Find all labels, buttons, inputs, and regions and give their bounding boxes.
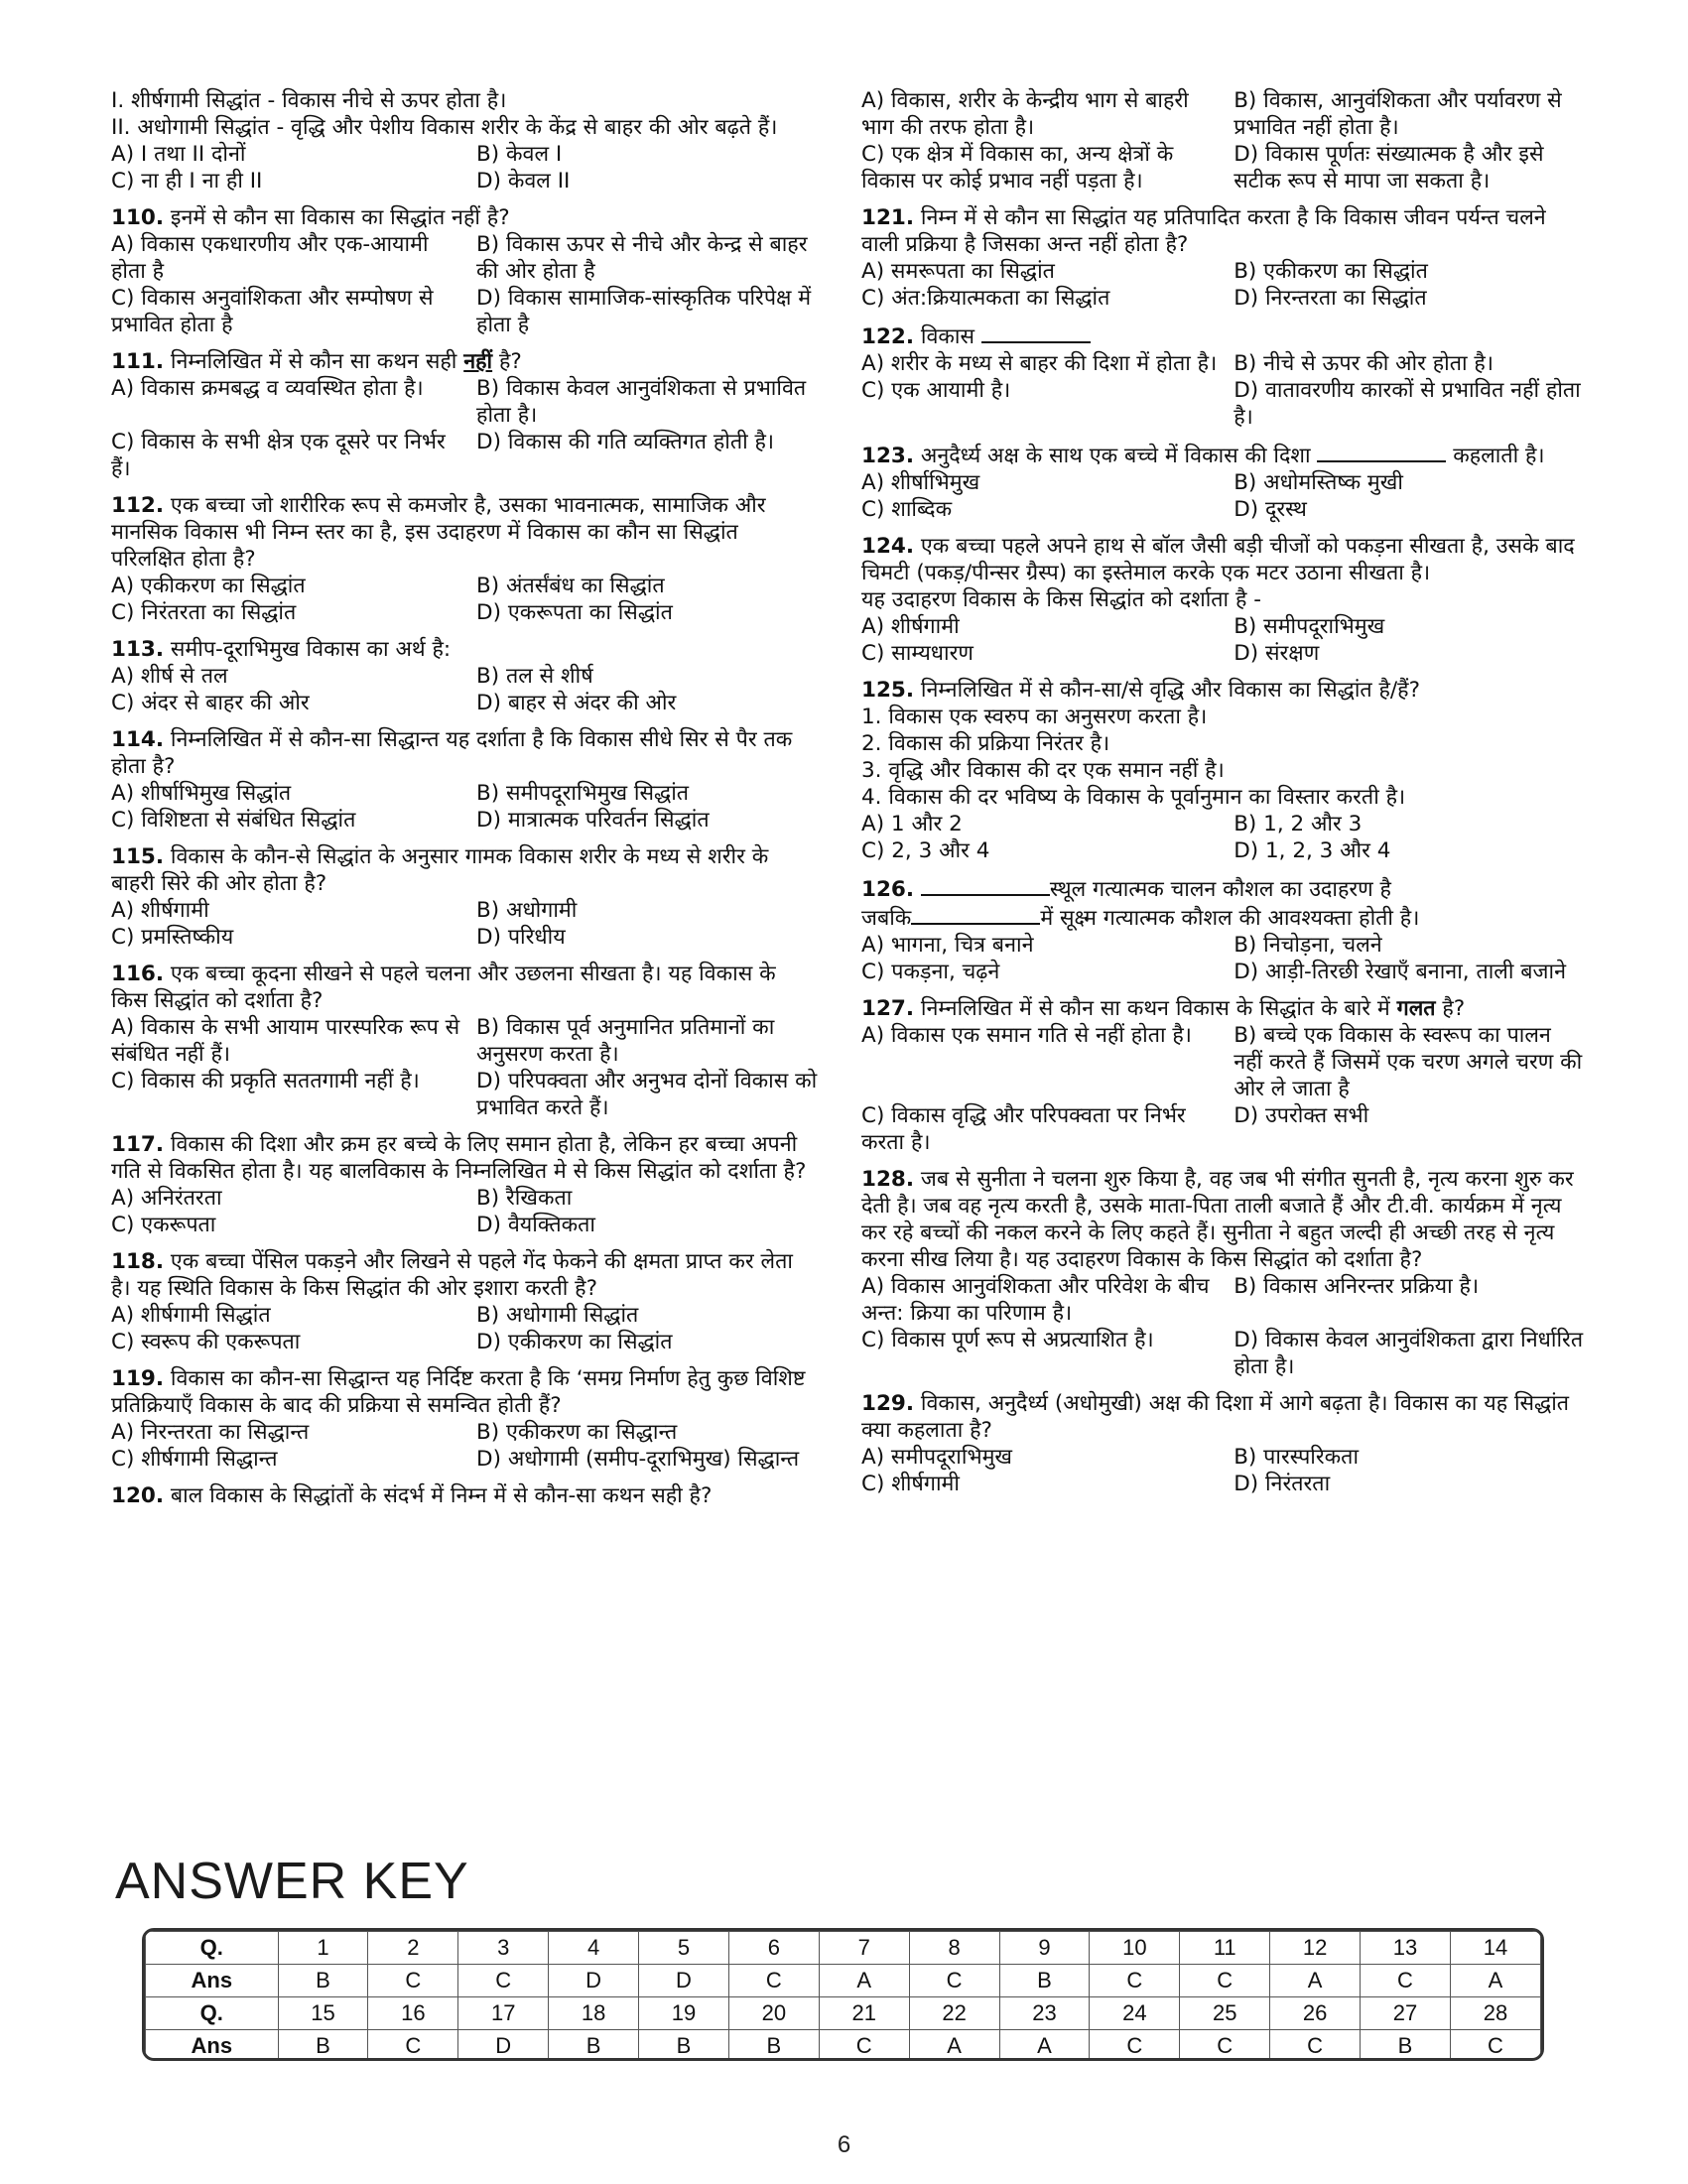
table-cell: 26 bbox=[1270, 1997, 1361, 2030]
option-c: C) ना ही I ना ही II bbox=[111, 169, 263, 193]
table-cell: 8 bbox=[909, 1932, 999, 1965]
option-c: C) अंत:क्रियात्मकता का सिद्धांत bbox=[861, 286, 1110, 311]
option-c: C) विकास पूर्ण रूप से अप्रत्याशित है। bbox=[861, 1328, 1154, 1352]
option-d: D) परिधीय bbox=[476, 925, 566, 950]
question-text: इनमें से कौन सा विकास का सिद्धांत नहीं है? bbox=[170, 205, 510, 230]
answer-key-grid bbox=[145, 1931, 1541, 2061]
table-cell: 1 bbox=[278, 1932, 368, 1965]
question-stem bbox=[111, 1131, 812, 1185]
option-c: C) विकास वृद्धि और परिपक्वता पर निर्भर करता है। bbox=[861, 1103, 1186, 1155]
option-a: A) विकास आनुवंशिकता और परिवेश के बीच अन्त: क्रिया का परिणाम है। bbox=[861, 1274, 1210, 1326]
table-cell: C bbox=[1450, 2030, 1540, 2062]
options bbox=[861, 811, 1576, 864]
question-number: 126. bbox=[861, 877, 915, 902]
question-stem bbox=[861, 321, 1576, 350]
option-b: B) अंतर्संबंध का सिद्धांत bbox=[476, 574, 665, 598]
table-cell: 25 bbox=[1180, 1997, 1270, 2030]
option-b: B) पारस्परिकता bbox=[1234, 1445, 1360, 1470]
option-a: A) समरूपता का सिद्धांत bbox=[861, 259, 1055, 284]
option-d: D) वातावरणीय कारकों से प्रभावित नहीं होता है। bbox=[1234, 378, 1581, 430]
row-label: Q. bbox=[146, 1932, 279, 1965]
question-stem bbox=[111, 843, 812, 897]
option-c: C) एक क्षेत्र में विकास का, अन्य क्षेत्रों के विकास पर कोई प्रभाव नहीं पड़ता है। bbox=[861, 142, 1174, 193]
option-d: D) निरंतरता bbox=[1234, 1472, 1331, 1496]
question-stem bbox=[111, 492, 812, 573]
question-stem bbox=[861, 874, 1576, 903]
fill-blank bbox=[1317, 441, 1446, 462]
table-cell: A bbox=[1450, 1965, 1540, 1997]
option-c: C) 2, 3 और 4 bbox=[861, 838, 990, 863]
options bbox=[111, 1185, 812, 1238]
table-cell: 24 bbox=[1090, 1997, 1180, 2030]
table-cell: 16 bbox=[368, 1997, 458, 2030]
table-cell: A bbox=[999, 2030, 1090, 2062]
option-d: D) परिपक्वता और अनुभव दोनों विकास को प्रभावित करते हैं। bbox=[476, 1069, 818, 1120]
table-cell: 14 bbox=[1450, 1932, 1540, 1965]
question-111 bbox=[111, 348, 812, 482]
option-d: D) विकास पूर्णतः संख्यात्मक है और इसे सटीक रूप से मापा जा सकता है। bbox=[1234, 142, 1544, 193]
table-cell: A bbox=[1270, 1965, 1361, 1997]
options bbox=[111, 375, 812, 482]
option-c: C) एक आयामी है। bbox=[861, 378, 1011, 403]
option-a: A) विकास एक समान गति से नहीं होता है। bbox=[861, 1023, 1192, 1048]
option-c: C) विकास की प्रकृति सततगामी नहीं है। bbox=[111, 1069, 420, 1093]
option-b: B) एकीकरण का सिद्धांत bbox=[1234, 259, 1428, 284]
table-cell: C bbox=[368, 2030, 458, 2062]
question-text: एक बच्चा पेंसिल पकड़ने और लिखने से पहले गेंद फेकने की क्षमता प्राप्त कर लेता है। यह स्थिति विकास के किस सिद्धांत की ओर इशारा करती है? bbox=[111, 1249, 793, 1301]
table-cell: 6 bbox=[728, 1932, 819, 1965]
options bbox=[111, 1419, 812, 1473]
option-c: C) प्रमस्तिष्कीय bbox=[111, 925, 234, 950]
answer-key-table bbox=[142, 1928, 1544, 2061]
question-number: 113. bbox=[111, 637, 165, 662]
option-a: A) शीर्षाभिमुख सिद्धांत bbox=[111, 781, 292, 806]
answer-row bbox=[146, 1965, 1541, 1997]
table-cell: A bbox=[909, 2030, 999, 2062]
option-d: D) निरन्तरता का सिद्धांत bbox=[1234, 286, 1427, 311]
option-a: A) शीर्षगामी bbox=[111, 898, 209, 923]
options bbox=[111, 1302, 812, 1355]
emphasis-word: गलत bbox=[1396, 996, 1436, 1021]
question-number: 116. bbox=[111, 962, 165, 986]
option-c: C) स्वरूप की एकरूपता bbox=[111, 1330, 301, 1354]
option-d: D) विकास केवल आनुवंशिकता द्वारा निर्धारित होता है। bbox=[1234, 1328, 1584, 1379]
question-number: 127. bbox=[861, 996, 915, 1021]
option-b: B) रैखिकता bbox=[476, 1186, 573, 1211]
options bbox=[111, 780, 812, 834]
question-112 bbox=[111, 492, 812, 626]
statement: II. अधोगामी सिद्धांत - वृद्धि और पेशीय विकास शरीर के केंद्र से बाहर की ओर बढ़ते हैं। bbox=[111, 115, 778, 140]
options bbox=[111, 141, 812, 194]
question-text: स्थूल गत्यात्मक चालन कौशल का उदाहरण है bbox=[1049, 877, 1391, 902]
option-a: A) समीपदूराभिमुख bbox=[861, 1445, 1013, 1470]
question-text: विकास की दिशा और क्रम हर बच्चे के लिए समान होता है, लेकिन हर बच्चा अपनी गति से विकसित होता है। यह बालविकास के निम्नलिखित मे से किस सिद्धांत को दर्शाता है? bbox=[111, 1132, 807, 1184]
table-cell: 23 bbox=[999, 1997, 1090, 2030]
question-prompt: यह उदाहरण विकास के किस सिद्धांत को दर्शाता है - bbox=[861, 587, 1261, 612]
option-d: D) बाहर से अंदर की ओर bbox=[476, 691, 677, 715]
question-127 bbox=[861, 995, 1583, 1156]
option-d: D) आड़ी-तिरछी रेखाएँ बनाना, ताली बजाने bbox=[1234, 960, 1567, 984]
option-c: C) विशिष्टता से संबंधित सिद्धांत bbox=[111, 808, 356, 833]
question-number: 110. bbox=[111, 205, 165, 230]
question-text: समीप-दूराभिमुख विकास का अर्थ है: bbox=[170, 637, 452, 662]
question-stem bbox=[861, 995, 1576, 1022]
question-text-end: है? bbox=[1435, 996, 1466, 1021]
table-cell: 22 bbox=[909, 1997, 999, 2030]
right-column bbox=[861, 87, 1584, 1507]
option-a: A) I तथा II दोनों bbox=[111, 142, 246, 167]
option-c: C) शीर्षगामी bbox=[861, 1472, 960, 1496]
option-b: B) अधोगामी bbox=[476, 898, 578, 923]
question-number: 112. bbox=[111, 493, 165, 518]
option-b: B) विकास पूर्व अनुमानित प्रतिमानों का अनुसरण करता है। bbox=[476, 1015, 775, 1067]
options bbox=[861, 613, 1576, 667]
question-129 bbox=[861, 1390, 1576, 1497]
option-b: B) विकास अनिरन्तर प्रक्रिया है। bbox=[1234, 1274, 1480, 1299]
question-120 bbox=[111, 1482, 812, 1509]
statement: 1. विकास एक स्वरुप का अनुसरण करता है। bbox=[861, 705, 1208, 729]
question-number: 122. bbox=[861, 324, 915, 349]
question-text: निम्नलिखित में से कौन-सा/से वृद्धि और विकास का सिद्धांत है/हैं? bbox=[920, 678, 1420, 703]
options bbox=[861, 350, 1581, 431]
option-c: C) अंदर से बाहर की ओर bbox=[111, 691, 310, 715]
table-cell: 18 bbox=[549, 1997, 639, 2030]
table-cell: 2 bbox=[368, 1932, 458, 1965]
option-c: C) विकास के सभी क्षेत्र एक दूसरे पर निर्भर हैं। bbox=[111, 430, 446, 481]
option-a: A) 1 और 2 bbox=[861, 812, 963, 836]
question-120-options bbox=[861, 87, 1576, 194]
option-a: A) विकास, शरीर के केन्द्रीय भाग से बाहरी भाग की तरफ होता है। bbox=[861, 88, 1189, 140]
table-cell: 15 bbox=[278, 1997, 368, 2030]
row-label: Q. bbox=[146, 1997, 279, 2030]
question-stem bbox=[111, 636, 812, 663]
option-b: B) 1, 2 और 3 bbox=[1234, 812, 1363, 836]
question-text-end: है? bbox=[492, 349, 522, 374]
option-b: B) केवल I bbox=[476, 142, 563, 167]
table-cell: C bbox=[728, 1965, 819, 1997]
question-number: 118. bbox=[111, 1249, 165, 1274]
table-cell: B bbox=[999, 1965, 1090, 1997]
option-a: A) शीर्षगामी सिद्धांत bbox=[111, 1303, 271, 1328]
question-stem bbox=[111, 348, 812, 375]
question-text: विकास का कौन-सा सिद्धान्त यह निर्दिष्ट करता है कि ‘समग्र निर्माण हेतु कुछ विशिष्ट प्रतिक्रियाएँ विकास के बाद की प्रक्रिया से समन्वित होती हैं? bbox=[111, 1366, 806, 1418]
question-125 bbox=[861, 677, 1576, 864]
question-stem bbox=[861, 1390, 1576, 1444]
option-a: A) विकास एकधारणीय और एक-आयामी होता है bbox=[111, 232, 429, 284]
answer-row bbox=[146, 2030, 1541, 2062]
option-b: B) समीपदूराभिमुख सिद्धांत bbox=[476, 781, 690, 806]
table-cell: C bbox=[1090, 1965, 1180, 1997]
question-text: जब से सुनीता ने चलना शुरु किया है, वह जब भी संगीत सुनती है, नृत्य करना शुरु कर देती है। जब वह नृत्य करती है, उसके माता-पिता ताली बजाते हैं और टी.वी. कार्यक्रम में नृत्य कर रहे बच्चों की नकल करने के लिए कहते हैं। सुनीता ने बहुत जल्दी ही अच्छी तरह से नृत्य करना सीख लिया है। यह उदाहरण विकास के किस सिद्धांत को दर्शाता है? bbox=[861, 1167, 1574, 1272]
options bbox=[861, 258, 1576, 312]
table-cell: 17 bbox=[458, 1997, 549, 2030]
option-a: A) शीर्षाभिमुख bbox=[861, 470, 980, 495]
table-cell: C bbox=[1180, 2030, 1270, 2062]
question-116 bbox=[111, 961, 818, 1121]
question-122 bbox=[861, 321, 1581, 431]
question-text: बाल विकास के सिद्धांतों के संदर्भ में निम्न में से कौन-सा कथन सही है? bbox=[170, 1483, 713, 1508]
options bbox=[111, 897, 812, 951]
question-119 bbox=[111, 1365, 812, 1473]
row-label: Ans bbox=[146, 1965, 279, 1997]
option-c: C) विकास अनुवांशिकता और सम्पोषण से प्रभावित होता है bbox=[111, 286, 434, 337]
question-text-end: कहलाती है। bbox=[1446, 444, 1545, 468]
options bbox=[861, 1444, 1576, 1497]
question-text: विकास के कौन-से सिद्धांत के अनुसार गामक विकास शरीर के मध्य से शरीर के बाहरी सिरे की ओर होता है? bbox=[111, 844, 769, 896]
question-118 bbox=[111, 1248, 812, 1355]
statement: 3. वृद्धि और विकास की दर एक समान नहीं है। bbox=[861, 758, 1225, 783]
table-cell: 11 bbox=[1180, 1932, 1270, 1965]
fill-blank bbox=[921, 874, 1050, 896]
options bbox=[111, 1014, 818, 1121]
question-124 bbox=[861, 533, 1576, 667]
table-cell: 10 bbox=[1090, 1932, 1180, 1965]
option-b: B) निचोड़ना, चलने bbox=[1234, 933, 1382, 958]
table-cell: 20 bbox=[728, 1997, 819, 2030]
option-d: D) अधोगामी (समीप-दूराभिमुख) सिद्धान्त bbox=[476, 1447, 800, 1472]
question-stem-line2 bbox=[861, 903, 1576, 932]
question-text: निम्न में से कौन सा सिद्धांत यह प्रतिपादित करता है कि विकास जीवन पर्यन्त चलने वाली प्रक्रिया है जिसका अन्त नहीं होता है? bbox=[861, 205, 1546, 257]
options bbox=[111, 231, 812, 338]
table-cell: C bbox=[458, 1965, 549, 1997]
question-stem bbox=[111, 726, 812, 780]
question-stem bbox=[861, 441, 1576, 469]
option-d: D) 1, 2, 3 और 4 bbox=[1234, 838, 1391, 863]
question-text: जबकि bbox=[861, 906, 912, 931]
table-cell: C bbox=[1361, 1965, 1451, 1997]
fill-blank bbox=[911, 903, 1040, 925]
option-a: A) शरीर के मध्य से बाहर की दिशा में होता है। bbox=[861, 351, 1218, 376]
question-128 bbox=[861, 1166, 1584, 1380]
question-stem bbox=[111, 1365, 812, 1419]
question-stem bbox=[861, 677, 1576, 704]
question-stem bbox=[111, 204, 812, 231]
option-d: D) केवल II bbox=[476, 169, 571, 193]
question-number: 123. bbox=[861, 444, 915, 468]
option-d: D) विकास की गति व्यक्तिगत होती है। bbox=[476, 430, 775, 454]
option-c: C) शाब्दिक bbox=[861, 497, 953, 522]
option-c: C) निरंतरता का सिद्धांत bbox=[111, 600, 297, 625]
option-b: B) विकास केवल आनुवंशिकता से प्रभावित होता है। bbox=[476, 376, 807, 428]
option-d: D) एकीकरण का सिद्धांत bbox=[476, 1330, 673, 1354]
options bbox=[861, 469, 1576, 523]
option-d: D) दूरस्थ bbox=[1234, 497, 1307, 522]
table-cell: 27 bbox=[1361, 1997, 1451, 2030]
question-number: 125. bbox=[861, 678, 915, 703]
question-114 bbox=[111, 726, 812, 834]
question-number-row bbox=[146, 1997, 1541, 2030]
question-text: विकास, अनुदैर्ध्य (अधोमुखी) अक्ष की दिशा में आगे बढ़ता है। विकास का यह सिद्धांत क्या कहलाता है? bbox=[861, 1391, 1570, 1443]
question-number: 128. bbox=[861, 1167, 915, 1192]
question-number-row bbox=[146, 1932, 1541, 1965]
table-cell: C bbox=[1270, 2030, 1361, 2062]
question-text-end: में सूक्ष्म गत्यात्मक कौशल की आवश्यक्ता होती है। bbox=[1040, 906, 1420, 931]
options bbox=[111, 663, 812, 716]
question-number: 117. bbox=[111, 1132, 165, 1157]
question-text: एक बच्चा जो शारीरिक रूप से कमजोर है, उसका भावनात्मक, सामाजिक और मानसिक विकास भी निम्न स्तर का है, इस उदाहरण में विकास का कौन सा सिद्धांत परिलक्षित होता है? bbox=[111, 493, 766, 572]
table-cell: C bbox=[819, 2030, 909, 2062]
table-cell: D bbox=[549, 1965, 639, 1997]
table-cell: C bbox=[1180, 1965, 1270, 1997]
option-a: A) विकास क्रमबद्ध व व्यवस्थित होता है। bbox=[111, 376, 424, 401]
table-cell: 4 bbox=[549, 1932, 639, 1965]
table-cell: 28 bbox=[1450, 1997, 1540, 2030]
question-number: 120. bbox=[111, 1483, 165, 1508]
question-text: निम्नलिखित में से कौन-सा सिद्धान्त यह दर्शाता है कि विकास सीधे सिर से पैर तक होता है? bbox=[111, 727, 793, 779]
table-cell: 9 bbox=[999, 1932, 1090, 1965]
question-number: 111. bbox=[111, 349, 165, 374]
question-text: निम्नलिखित में से कौन सा कथन सही bbox=[170, 349, 464, 374]
question-123 bbox=[861, 441, 1576, 523]
row-label: Ans bbox=[146, 2030, 279, 2062]
option-a: A) एकीकरण का सिद्धांत bbox=[111, 574, 306, 598]
table-cell: 5 bbox=[639, 1932, 729, 1965]
question-121 bbox=[861, 204, 1576, 312]
statement: 4. विकास की दर भविष्य के विकास के पूर्वानुमान का विस्तार करती है। bbox=[861, 785, 1406, 810]
table-cell: C bbox=[1090, 2030, 1180, 2062]
option-d: D) उपरोक्त सभी bbox=[1234, 1103, 1369, 1128]
statement: 2. विकास की प्रक्रिया निरंतर है। bbox=[861, 731, 1110, 756]
question-text: एक बच्चा कूदना सीखने से पहले चलना और उछलना सीखता है। यह विकास के किस सिद्धांत को दर्शाता है? bbox=[111, 962, 776, 1013]
question-109 bbox=[111, 87, 812, 194]
question-113 bbox=[111, 636, 812, 716]
table-cell: 12 bbox=[1270, 1932, 1361, 1965]
statement: I. शीर्षगामी सिद्धांत - विकास नीचे से ऊपर होता है। bbox=[111, 88, 507, 113]
options bbox=[861, 932, 1576, 985]
option-d: D) वैयक्तिकता bbox=[476, 1213, 595, 1237]
table-cell: B bbox=[278, 1965, 368, 1997]
question-stem bbox=[861, 1166, 1576, 1273]
question-110 bbox=[111, 204, 812, 338]
question-number: 119. bbox=[111, 1366, 165, 1391]
table-cell: D bbox=[458, 2030, 549, 2062]
question-text: विकास bbox=[920, 324, 975, 349]
option-c: C) एकरूपता bbox=[111, 1213, 216, 1237]
option-a: A) भागना, चित्र बनाने bbox=[861, 933, 1034, 958]
option-b: B) नीचे से ऊपर की ओर होता है। bbox=[1234, 351, 1493, 376]
table-cell: D bbox=[639, 1965, 729, 1997]
table-cell: B bbox=[728, 2030, 819, 2062]
table-cell: A bbox=[819, 1965, 909, 1997]
option-d: D) संरक्षण bbox=[1234, 641, 1320, 666]
question-text: अनुदैर्ध्य अक्ष के साथ एक बच्चे में विकास की दिशा bbox=[920, 444, 1311, 468]
option-c: C) शीर्षगामी सिद्धान्त bbox=[111, 1447, 278, 1472]
options bbox=[861, 87, 1576, 194]
question-number: 114. bbox=[111, 727, 165, 752]
question-number: 124. bbox=[861, 534, 915, 559]
question-number: 121. bbox=[861, 205, 915, 230]
option-d: D) मात्रात्मक परिवर्तन सिद्धांत bbox=[476, 808, 710, 833]
table-cell: 21 bbox=[819, 1997, 909, 2030]
option-b: B) एकीकरण का सिद्धान्त bbox=[476, 1420, 678, 1445]
option-a: A) शीर्ष से तल bbox=[111, 664, 228, 689]
option-b: B) विकास, आनुवंशिकता और पर्यावरण से प्रभावित नहीं होता है। bbox=[1234, 88, 1562, 140]
question-text: एक बच्चा पहले अपने हाथ से बॉल जैसी बड़ी चीजों को पकड़ना सीखता है, उसके बाद चिमटी (पकड़/पीन्सर ग्रैस्प) का इस्तेमाल करके एक मटर उठाना सीखता है। bbox=[861, 534, 1575, 585]
table-cell: B bbox=[278, 2030, 368, 2062]
option-a: A) विकास के सभी आयाम पारस्परिक रूप से संबंधित नहीं हैं। bbox=[111, 1015, 460, 1067]
table-cell: C bbox=[368, 1965, 458, 1997]
table-cell: B bbox=[1361, 2030, 1451, 2062]
options bbox=[111, 573, 812, 626]
option-b: B) अधोमस्तिष्क मुखी bbox=[1234, 470, 1403, 495]
option-d: D) विकास सामाजिक-सांस्कृतिक परिपेक्ष में होता है bbox=[476, 286, 812, 337]
table-cell: 3 bbox=[458, 1932, 549, 1965]
options bbox=[861, 1273, 1584, 1380]
question-stem bbox=[861, 204, 1576, 258]
question-115 bbox=[111, 843, 812, 951]
answer-key-title: ANSWER KEY bbox=[115, 1853, 469, 1910]
option-c: C) साम्यधारण bbox=[861, 641, 974, 666]
option-b: B) समीपदूराभिमुख bbox=[1234, 614, 1385, 639]
fill-blank bbox=[981, 321, 1091, 343]
option-c: C) पकड़ना, चढ़ने bbox=[861, 960, 1000, 984]
question-126 bbox=[861, 874, 1576, 985]
left-column bbox=[111, 87, 818, 1519]
table-cell: C bbox=[909, 1965, 999, 1997]
option-b: B) बच्चे एक विकास के स्वरूप का पालन नहीं करते हैं जिसमें एक चरण अगले चरण की ओर ले जाता है bbox=[1234, 1023, 1583, 1101]
option-d: D) एकरूपता का सिद्धांत bbox=[476, 600, 673, 625]
question-stem bbox=[861, 533, 1576, 586]
table-cell: B bbox=[549, 2030, 639, 2062]
page-number: 6 bbox=[837, 2131, 851, 2158]
question-117 bbox=[111, 1131, 812, 1238]
option-b: B) विकास ऊपर से नीचे और केन्द्र से बाहर की ओर होता है bbox=[476, 232, 808, 284]
table-cell: 13 bbox=[1361, 1932, 1451, 1965]
option-a: A) अनिरंतरता bbox=[111, 1186, 222, 1211]
option-a: A) निरन्तरता का सिद्धान्त bbox=[111, 1420, 310, 1445]
table-cell: B bbox=[639, 2030, 729, 2062]
table-cell: 7 bbox=[819, 1932, 909, 1965]
option-a: A) शीर्षगामी bbox=[861, 614, 960, 639]
options bbox=[861, 1022, 1583, 1156]
question-number: 115. bbox=[111, 844, 165, 869]
option-b: B) अधोगामी सिद्धांत bbox=[476, 1303, 639, 1328]
question-stem bbox=[111, 961, 812, 1014]
question-stem bbox=[111, 1482, 812, 1509]
question-number: 129. bbox=[861, 1391, 915, 1416]
question-stem bbox=[111, 1248, 812, 1302]
option-b: B) तल से शीर्ष bbox=[476, 664, 593, 689]
table-cell: 19 bbox=[639, 1997, 729, 2030]
emphasis-word: नहीं bbox=[463, 349, 493, 374]
question-text: निम्नलिखित में से कौन सा कथन विकास के सिद्धांत के बारे में bbox=[920, 996, 1397, 1021]
